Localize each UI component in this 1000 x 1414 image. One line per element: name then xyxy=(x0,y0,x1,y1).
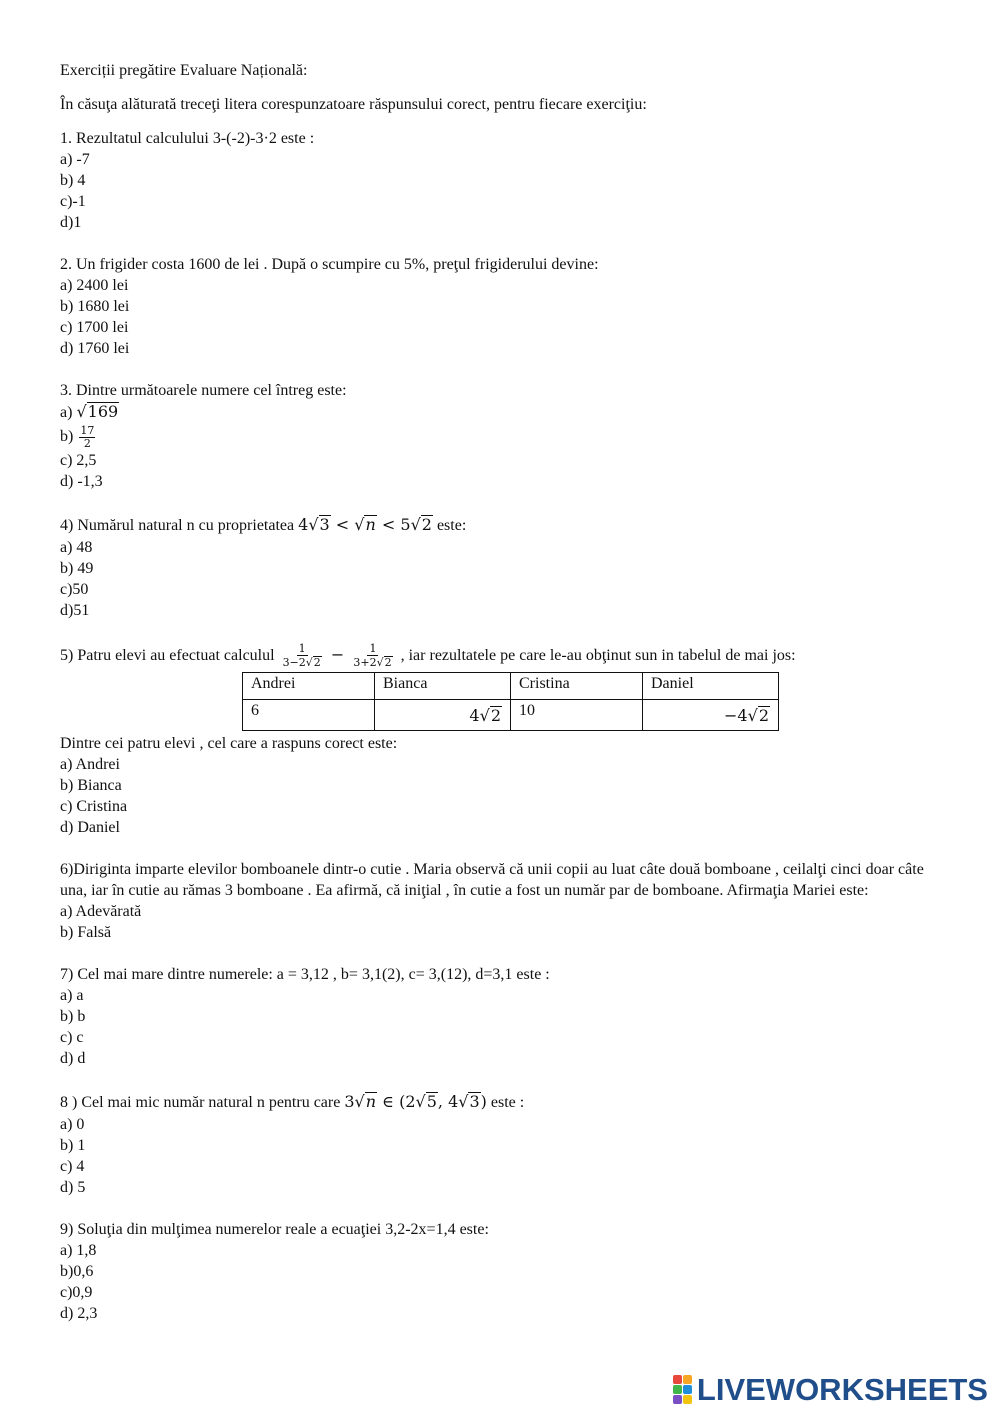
coefficient: 4 xyxy=(469,705,480,725)
question-7 xyxy=(60,964,940,1069)
question-4-option-a: a) 48 xyxy=(60,539,93,556)
fraction xyxy=(79,425,95,450)
radicand: 3 xyxy=(319,515,330,534)
sqrt-expression xyxy=(355,1090,378,1113)
table-header-cell: Bianca xyxy=(375,673,511,700)
question-6 xyxy=(60,859,940,943)
table-header-cell: Cristina xyxy=(511,673,643,700)
radical-sign: √ xyxy=(305,656,313,670)
question-3-option-d: d) -1,3 xyxy=(60,473,103,490)
radicand: 2 xyxy=(421,515,432,534)
sqrt-expression xyxy=(748,705,770,726)
radicand: 2 xyxy=(758,705,769,725)
close-paren: ) xyxy=(480,1092,487,1112)
inequality xyxy=(298,515,433,534)
question-9-option-d: d) 2,3 xyxy=(60,1305,98,1323)
question-5-option-b: b) Bianca xyxy=(60,777,122,795)
results-table xyxy=(242,672,779,731)
radical-sign: √ xyxy=(354,1092,365,1112)
logo-square-3 xyxy=(673,1385,682,1394)
numerator: 1 xyxy=(298,642,306,656)
radicand: 3 xyxy=(469,1092,480,1112)
sqrt-expression xyxy=(480,705,502,726)
question-text-end: , iar rezultatele pe care le-au obţinut sun in tabelul de mai jos: xyxy=(396,647,796,664)
question-1-option-a: a) -7 xyxy=(60,151,90,168)
radical-sign: √ xyxy=(308,515,319,534)
option-label: a) xyxy=(60,404,77,421)
denominator-part: 3+2 xyxy=(353,656,377,670)
page-title: Exerciții pregătire Evaluare Națională: xyxy=(60,62,308,79)
logo-square-2 xyxy=(683,1375,692,1384)
question-4-option-b: b) 49 xyxy=(60,560,94,577)
question-2-option-c: c) 1700 lei xyxy=(60,319,129,336)
question-text: 4) Numărul natural n cu proprietatea xyxy=(60,517,299,534)
question-8-option-a: a) 0 xyxy=(60,1116,85,1134)
radical-sign: √ xyxy=(747,705,758,725)
question-8-option-d: d) 5 xyxy=(60,1179,86,1197)
question-5-subquestion: Dintre cei patru elevi , cel care a raspuns corect este: xyxy=(60,735,398,753)
question-6-text: 6)Diriginta imparte elevilor bomboanele dintr-o cutie . Maria observă că unii copii au luat câte două bomboane , ceilalţi cinci doar câte una, iar în cutie au rămas 3 bomboane . Ea afirmă, că iniţial , în cutie a fost un număr par de bomboane. Afirmaţia Mariei este: xyxy=(60,861,924,900)
logo-square-5 xyxy=(673,1395,682,1404)
question-4-option-c: c)50 xyxy=(60,581,89,598)
radicand: 2 xyxy=(313,656,321,670)
sqrt-expression xyxy=(308,513,330,536)
radicand: 5 xyxy=(426,1092,437,1112)
radical-sign: √ xyxy=(354,515,365,534)
question-6-option-b: b) Falsă xyxy=(60,924,112,942)
coefficient: −4 xyxy=(724,705,748,725)
question-5 xyxy=(60,642,940,838)
table-header-cell: Andrei xyxy=(243,673,375,700)
question-9 xyxy=(60,1219,940,1324)
radical-sign: √ xyxy=(458,1092,469,1112)
numerator: 17 xyxy=(80,423,95,437)
logo-square-1 xyxy=(673,1375,682,1384)
question-9-option-c: c)0,9 xyxy=(60,1284,93,1302)
coefficient: 2 xyxy=(405,1092,416,1112)
question-3-option-c: c) 2,5 xyxy=(60,452,97,469)
question-8-text xyxy=(60,1090,940,1114)
sqrt-expression xyxy=(76,401,119,423)
coefficient: 4 xyxy=(448,1092,459,1112)
question-2 xyxy=(60,254,940,359)
question-4 xyxy=(60,513,940,621)
sqrt-expression xyxy=(377,656,393,669)
question-2-option-d: d) 1760 lei xyxy=(60,340,130,357)
question-1-option-b: b) 4 xyxy=(60,172,86,189)
denominator-part: 3−2 xyxy=(282,656,306,670)
question-3-option-b xyxy=(60,424,940,450)
denominator: 2 xyxy=(83,436,91,450)
question-4-text xyxy=(60,513,940,537)
radicand: n xyxy=(365,515,376,534)
table-header-cell: Daniel xyxy=(643,673,779,700)
sqrt-expression xyxy=(354,513,377,536)
comma: , xyxy=(437,1092,449,1112)
interval-expression xyxy=(344,1092,487,1111)
question-2-text: 2. Un frigider costa 1600 de lei . După o scumpire cu 5%, preţul frigiderului devine: xyxy=(60,256,599,273)
less-than: < xyxy=(376,515,401,534)
liveworksheets-logo[interactable] xyxy=(673,1372,988,1407)
question-7-option-b: b) b xyxy=(60,1008,86,1026)
question-5-option-c: c) Cristina xyxy=(60,798,128,816)
question-1 xyxy=(60,128,940,233)
question-text: 5) Patru elevi au efectuat calculul xyxy=(60,647,279,664)
question-9-text: 9) Soluţia din mulţimea numerelor reale a ecuaţiei 3,2-2x=1,4 este: xyxy=(60,1221,489,1239)
question-8 xyxy=(60,1090,940,1198)
denominator xyxy=(281,656,324,669)
question-3 xyxy=(60,380,940,492)
question-2-option-a: a) 2400 lei xyxy=(60,277,129,294)
numerator: 1 xyxy=(369,642,377,656)
table-cell: 6 xyxy=(243,700,375,731)
fraction-2 xyxy=(351,643,394,669)
question-text-end: este: xyxy=(432,517,467,534)
minus-sign: − xyxy=(325,645,350,664)
question-2-option-b: b) 1680 lei xyxy=(60,298,130,315)
question-9-option-b: b)0,6 xyxy=(60,1263,94,1281)
radical-sign: √ xyxy=(479,705,490,725)
less-than: < xyxy=(330,515,355,534)
question-1-text: 1. Rezultatul calculului 3-(-2)-3·2 este : xyxy=(60,130,315,147)
radical-sign: √ xyxy=(376,656,384,670)
denominator xyxy=(351,656,394,669)
question-6-option-a: a) Adevărată xyxy=(60,903,142,921)
logo-icon xyxy=(673,1375,692,1404)
question-8-option-c: c) 4 xyxy=(60,1158,85,1176)
question-7-option-a: a) a xyxy=(60,987,84,1005)
sqrt-expression xyxy=(411,513,433,536)
table-header-row xyxy=(243,673,779,700)
question-3-text: 3. Dintre următoarele numere cel întreg este: xyxy=(60,382,347,399)
logo-square-4 xyxy=(683,1385,692,1394)
fraction-1 xyxy=(281,643,324,669)
question-text: 8 ) Cel mai mic număr natural n pentru care xyxy=(60,1094,345,1112)
question-5-text xyxy=(60,642,940,669)
option-label: b) xyxy=(60,428,78,445)
table-cell xyxy=(375,700,511,731)
logo-text: LIVEWORKSHEETS xyxy=(696,1372,988,1407)
radical-sign: √ xyxy=(415,1092,426,1112)
radicand: 2 xyxy=(490,705,501,725)
radical-sign: √ xyxy=(76,402,87,421)
table-cell xyxy=(643,700,779,731)
question-9-option-a: a) 1,8 xyxy=(60,1242,97,1260)
sqrt-expression xyxy=(458,1090,480,1113)
radicand: 169 xyxy=(87,402,119,421)
question-text-end: este : xyxy=(486,1094,525,1112)
question-3-option-a xyxy=(60,401,940,424)
question-4-option-d: d)51 xyxy=(60,602,90,619)
coefficient: 5 xyxy=(400,515,411,534)
question-7-option-c: c) c xyxy=(60,1029,84,1047)
question-1-option-c: c)-1 xyxy=(60,193,86,210)
sqrt-expression xyxy=(416,1090,438,1113)
table-cell: 10 xyxy=(511,700,643,731)
coefficient: 3 xyxy=(344,1092,355,1112)
question-5-option-d: d) Daniel xyxy=(60,819,120,837)
sqrt-expression xyxy=(306,656,322,669)
coefficient: 4 xyxy=(298,515,309,534)
logo-square-6 xyxy=(683,1395,692,1404)
radicand: n xyxy=(365,1092,377,1112)
radical-sign: √ xyxy=(410,515,421,534)
element-of: ∈ ( xyxy=(377,1092,406,1112)
table-row xyxy=(243,700,779,731)
question-5-option-a: a) Andrei xyxy=(60,756,120,774)
instructions: În căsuţa alăturată treceţi litera corespunzatoare răspunsului corect, pentru fiecare exerciţiu: xyxy=(60,96,647,113)
question-8-option-b: b) 1 xyxy=(60,1137,86,1155)
worksheet xyxy=(60,60,940,1345)
question-7-option-d: d) d xyxy=(60,1050,86,1068)
radicand: 2 xyxy=(384,656,392,670)
question-7-text: 7) Cel mai mare dintre numerele: a = 3,12 , b= 3,1(2), c= 3,(12), d=3,1 este : xyxy=(60,966,550,984)
question-1-option-d: d)1 xyxy=(60,214,82,231)
